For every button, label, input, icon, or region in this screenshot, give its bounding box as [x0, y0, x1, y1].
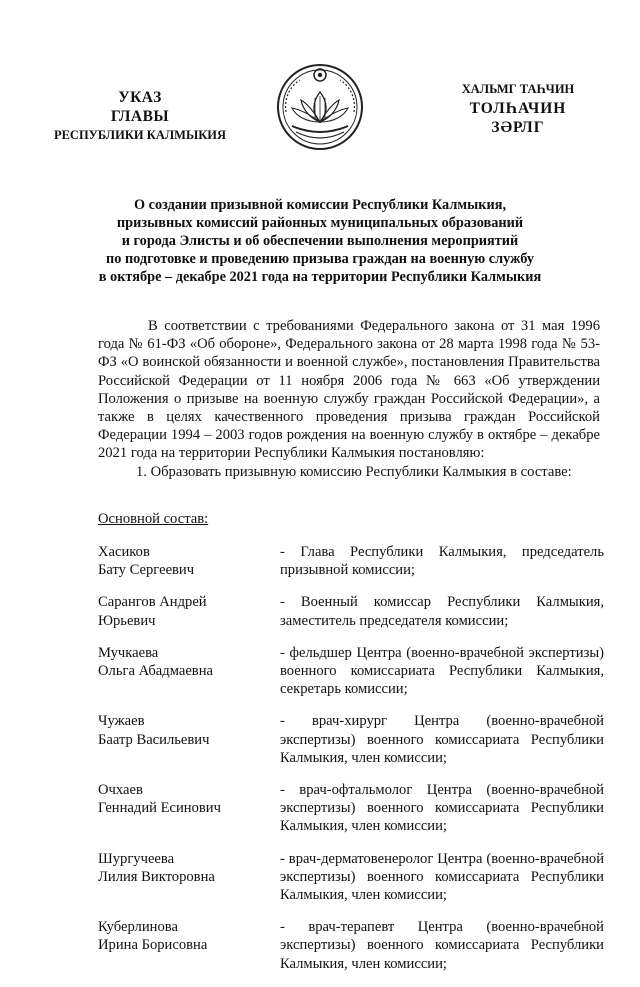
- title-line: О создании призывной комиссии Республики Калмыкия,: [133, 197, 507, 213]
- member-role: - врач-терапевт Центра (военно-врачебной экспертизы) военного комиссариата Республики Калмыкия, член комиссии;: [280, 919, 604, 972]
- member-role: - Глава Республики Калмыкия, председатель призывной комиссии;: [280, 544, 604, 579]
- member-role: - врач-офтальмолог Центра (военно-врачебной экспертизы) военного комиссариата Республики Калмыкия, член комиссии;: [280, 782, 604, 835]
- member-surname: Хасиков: [98, 544, 150, 560]
- member-name: [98, 543, 280, 579]
- section-title: Основной состав:: [98, 511, 209, 527]
- member-given-name: Геннадий Есинович: [98, 800, 221, 817]
- point-1: 1. Образовать призывную комиссию Республики Калмыкия в составе:: [136, 463, 572, 480]
- member-name: [98, 644, 280, 699]
- member-name: [98, 850, 280, 905]
- member-name: [98, 918, 280, 973]
- header-right: [428, 80, 608, 137]
- member-row: [98, 543, 604, 579]
- header-left-line3: РЕСПУБЛИКИ КАЛМЫКИЯ: [53, 128, 227, 142]
- header-right-line2: ТОЛҺАЧИН: [469, 100, 567, 117]
- title-line: по подготовке и проведению призыва граждан на военную службу: [105, 251, 535, 267]
- decree-body: [98, 317, 600, 481]
- header-right-line1: ХАЛЬМГ ТАҺЧИН: [461, 82, 575, 96]
- member-surname: Сарангов Андрей: [98, 594, 207, 611]
- member-given-name: Баатр Васильевич: [98, 731, 210, 748]
- header-right-line3: ЗӘРЛГ: [491, 119, 545, 136]
- member-row: [98, 918, 604, 973]
- member-given-name: Ольга Абадмаевна: [98, 663, 213, 680]
- member-row: [98, 850, 604, 905]
- members-list: [98, 543, 604, 987]
- member-role: - Военный комиссар Республики Калмыкия, заместитель председателя комиссии;: [280, 594, 604, 629]
- coat-of-arms-emblem: [274, 62, 366, 152]
- title-line: призывных комиссий районных муниципальных образований: [116, 215, 524, 231]
- header-left: [40, 88, 240, 145]
- header-left-line2: ГЛАВЫ: [110, 108, 170, 125]
- member-surname: Очхаев: [98, 782, 143, 799]
- member-row: [98, 593, 604, 629]
- member-surname: Шургучеева: [98, 850, 175, 867]
- member-given-name: Бату Сергеевич: [98, 562, 195, 579]
- member-surname: Чужаев: [98, 713, 145, 730]
- member-role: - врач-дерматовенеролог Центра (военно-врачебной экспертизы) военного комиссариата Республики Калмыкия, член комиссии;: [280, 850, 604, 904]
- member-given-name: Ирина Борисовна: [98, 937, 208, 954]
- title-line: в октябре – декабре 2021 года на территории Республики Калмыкия: [98, 269, 542, 285]
- decree-title: [80, 196, 560, 286]
- member-name: [98, 781, 280, 836]
- member-name: [98, 712, 280, 767]
- member-given-name: Юрьевич: [98, 612, 156, 629]
- member-given-name: Лилия Викторовна: [98, 868, 215, 885]
- member-row: [98, 712, 604, 767]
- preamble-paragraph: В соответствии с требованиями Федерального закона от 31 мая 1996 года № 61-ФЗ «Об обороне», Федерального закона от 28 марта 1998 года № 53-ФЗ «О воинской обязанности и военной службе», постановления Правительства Российской Федерации от 11 ноября 2006 года № 663 «Об утверждении Положения о призыве на военную службу граждан Российской Федерации», а также в целях качественного проведения призыва граждан Российской Федерации 1994 – 2003 годов рождения на военную службу в октябре – декабре 2021 года на территории Республики Калмыкия постановляю:: [98, 318, 600, 462]
- member-name: [98, 593, 280, 629]
- member-row: [98, 781, 604, 836]
- member-surname: Куберлинова: [98, 919, 178, 936]
- member-role: - врач-хирург Центра (военно-врачебной экспертизы) военного комиссариата Республики Калмыкия, член комиссии;: [280, 713, 604, 766]
- member-surname: Мучкаева: [98, 644, 159, 661]
- title-line: и города Элисты и об обеспечении выполнения мероприятий: [121, 233, 519, 249]
- member-role: - фельдшер Центра (военно-врачебной экспертизы) военного комиссариата Республики Калмыкия, секретарь комиссии;: [280, 644, 604, 698]
- header-left-line1: УКАЗ: [118, 89, 162, 106]
- member-row: [98, 644, 604, 699]
